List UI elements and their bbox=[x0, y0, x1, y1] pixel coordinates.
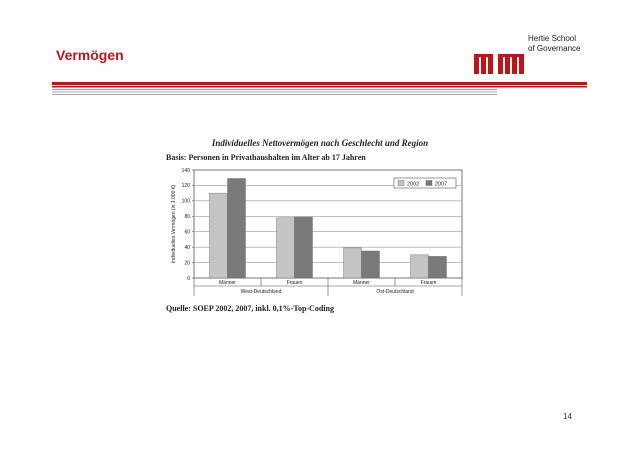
chart-source: Quelle: SOEP 2002, 2007, inkl. 0,1%-Top-Coding bbox=[166, 304, 334, 313]
chart-subtitle: Basis: Personen in Privathaushalten im Alter ab 17 Jahren bbox=[166, 153, 366, 162]
legend-swatch-2002 bbox=[398, 181, 404, 186]
bar-2007-3 bbox=[429, 256, 447, 278]
x-tick-label-3: Frauen bbox=[420, 280, 437, 286]
legend-label-2007: 2007 bbox=[435, 181, 448, 188]
y-tick-label-0: 0 bbox=[187, 275, 190, 282]
chart-title: Individuelles Nettovermögen nach Geschlecht und Region bbox=[211, 138, 429, 148]
bar-2007-0 bbox=[228, 178, 246, 278]
institution-logo-text bbox=[528, 34, 580, 54]
y-axis-label: Individuelles Vermögen (in 1.000 €) bbox=[171, 184, 177, 264]
hertie-logo-icon bbox=[474, 54, 524, 74]
x-axis-labels bbox=[194, 278, 462, 296]
x-tick-label-2: Männer bbox=[353, 280, 370, 286]
logo-line-2: of Governance bbox=[528, 44, 581, 53]
page-number: 14 bbox=[563, 412, 572, 421]
x-tick-label-0: Männer bbox=[219, 280, 236, 286]
logo-line-1: Hertie School bbox=[528, 34, 577, 43]
y-tick-label-100: 100 bbox=[181, 198, 190, 205]
bar-2007-1 bbox=[295, 217, 313, 278]
y-tick-label-40: 40 bbox=[184, 244, 190, 251]
y-axis-ticks bbox=[182, 168, 194, 282]
bar-2002-1 bbox=[277, 218, 295, 278]
x-tick-label-1: Frauen bbox=[286, 280, 303, 286]
legend bbox=[394, 178, 456, 188]
header-divider bbox=[52, 82, 587, 96]
bar-2002-3 bbox=[411, 255, 429, 278]
bar-2007-2 bbox=[362, 251, 380, 278]
bar-2002-0 bbox=[210, 193, 228, 278]
bar-chart bbox=[164, 164, 466, 302]
y-tick-label-60: 60 bbox=[184, 229, 190, 236]
x-group-label-1: Ost-Deutschland bbox=[376, 289, 414, 295]
legend-label-2002: 2002 bbox=[407, 181, 420, 188]
legend-swatch-2007 bbox=[426, 181, 432, 186]
x-group-label-0: West-Deutschland bbox=[240, 289, 282, 295]
slide-title: Vermögen bbox=[56, 47, 124, 63]
y-tick-label-80: 80 bbox=[184, 214, 190, 221]
y-tick-label-140: 140 bbox=[181, 167, 190, 174]
y-tick-label-120: 120 bbox=[181, 183, 190, 190]
y-tick-label-20: 20 bbox=[184, 260, 190, 267]
bar-2002-2 bbox=[344, 248, 362, 278]
